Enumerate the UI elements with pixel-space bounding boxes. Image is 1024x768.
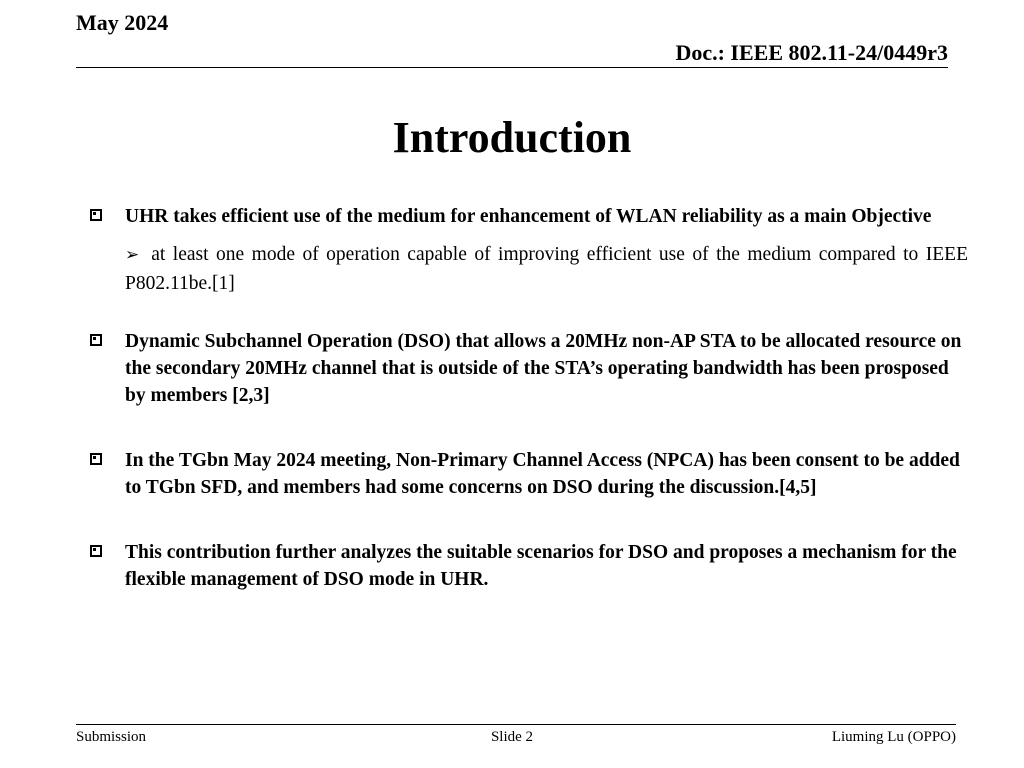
bullet-list: [88, 203, 968, 593]
arrow-bullet-icon: ➢: [125, 245, 140, 264]
bullet-item: [88, 328, 968, 409]
footer-slide-number: Slide 2: [490, 729, 534, 745]
square-bullet-icon: [90, 545, 102, 557]
sub-bullet-item: [88, 240, 968, 298]
bullet-text: UHR takes efficient use of the medium for enhancement of WLAN reliability as a main Objective: [125, 206, 932, 227]
footer-submission: Submission: [76, 729, 147, 745]
slide-title: Introduction: [392, 113, 632, 162]
footer-author: Liuming Lu (OPPO): [831, 729, 956, 745]
bullet-item: [88, 203, 968, 298]
header-doc-id: Doc.: IEEE 802.11-24/0449r3: [675, 40, 948, 65]
bullet-text: Dynamic Subchannel Operation (DSO) that allows a 20MHz non-AP STA to be allocated resource on the secondary 20MHz channel that is outside of the STA’s operating bandwidth has been prosposed by members [2,3]: [125, 331, 962, 406]
square-bullet-icon: [90, 453, 102, 465]
bullet-item: [88, 539, 968, 593]
footer-divider: [76, 724, 956, 725]
bullet-text: In the TGbn May 2024 meeting, Non-Primary Channel Access (NPCA) has been consent to be added to TGbn SFD, and members had some concerns on DSO during the discussion.[4,5]: [125, 450, 960, 498]
bullet-item: [88, 447, 968, 501]
square-bullet-icon: [90, 209, 102, 221]
bullet-text: This contribution further analyzes the suitable scenarios for DSO and proposes a mechanism for the flexible management of DSO mode in UHR.: [125, 542, 957, 590]
square-bullet-icon: [90, 334, 102, 346]
header-date: May 2024: [76, 10, 169, 35]
sub-bullet-text: at least one mode of operation capable of improving efficient use of the medium compared to IEEE P802.11be.[1]: [125, 244, 968, 294]
header-divider: [76, 67, 948, 68]
